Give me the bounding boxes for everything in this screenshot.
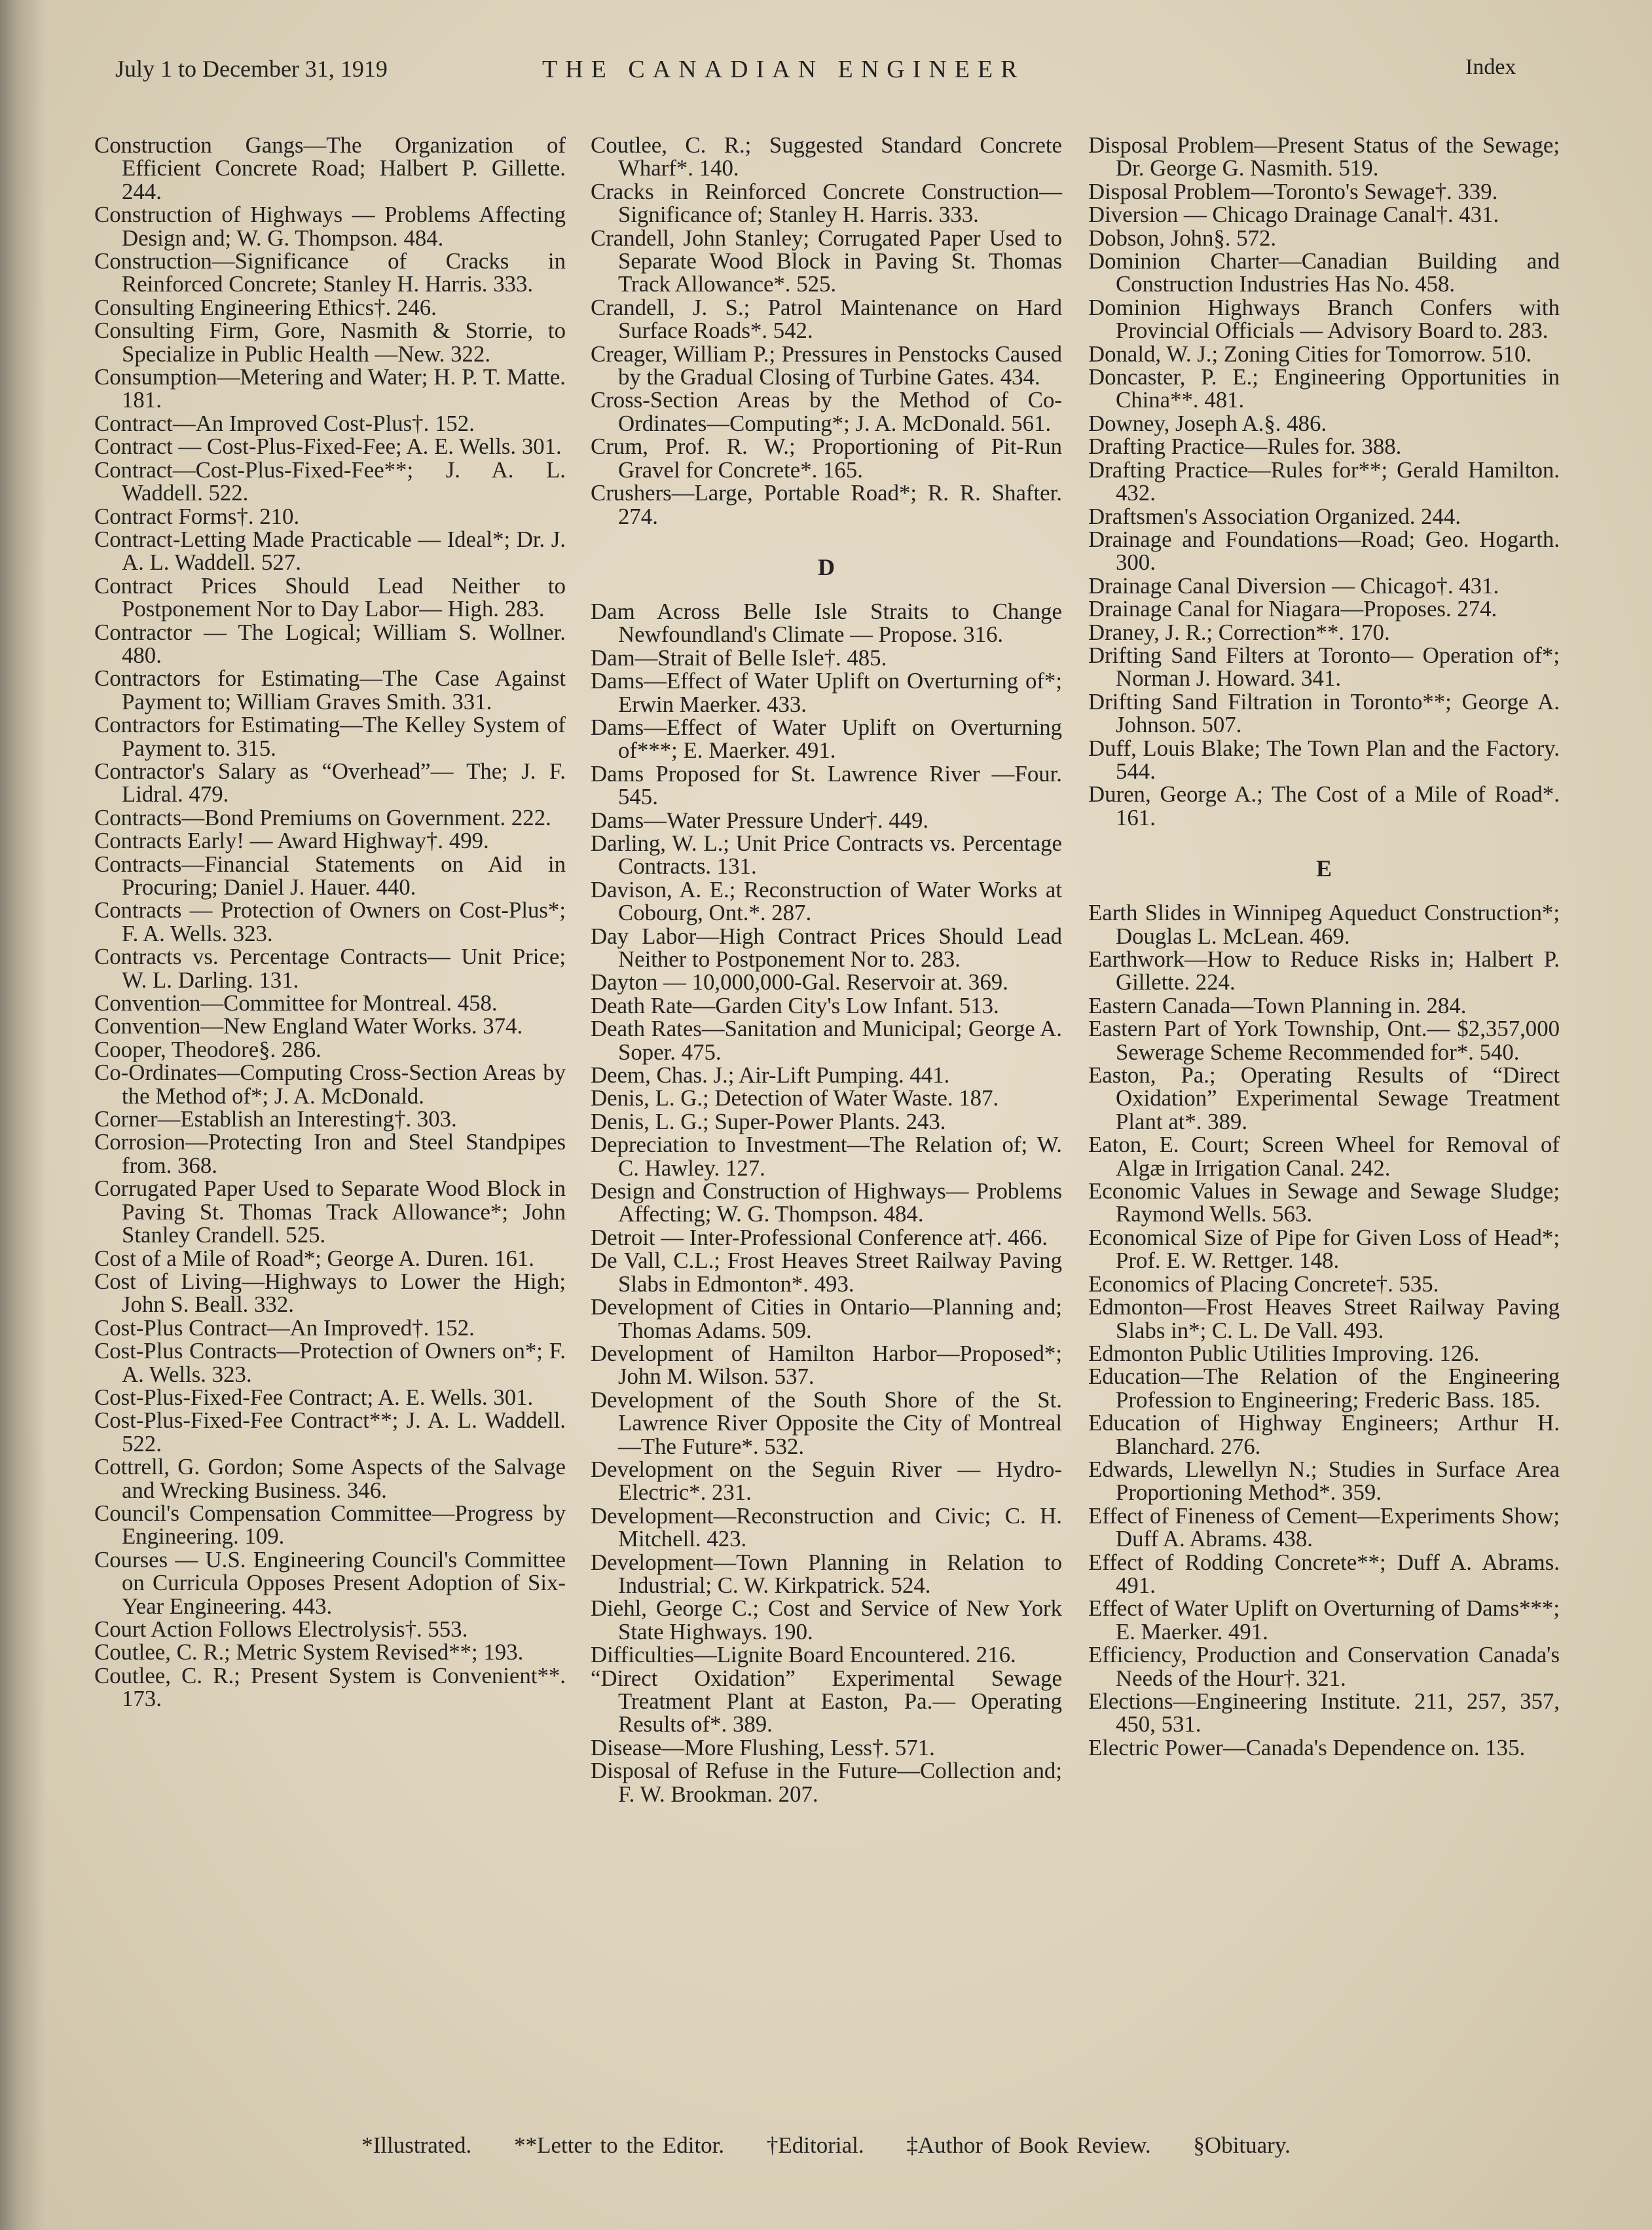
index-entry: Dams—Effect of Water Uplift on Overturning of*; Erwin Maerker. 433.: [591, 668, 1062, 717]
binding-gutter: [0, 0, 46, 2230]
index-entry: Crum, Prof. R. W.; Proportioning of Pit-Run Gravel for Concrete*. 165.: [591, 434, 1062, 483]
index-entry: Corrugated Paper Used to Separate Wood Block in Paving St. Thomas Track Allowance*; John Stanley Crandell. 525.: [94, 1176, 566, 1248]
index-entry: Contracts—Bond Premiums on Government. 222.: [94, 804, 551, 830]
index-entry: Dams—Water Pressure Under†. 449.: [591, 807, 929, 833]
index-entry: Cost of a Mile of Road*; George A. Duren. 161.: [94, 1245, 534, 1271]
index-entry: Darling, W. L.; Unit Price Contracts vs. Percentage Contracts. 131.: [591, 830, 1062, 880]
index-entry: Eastern Canada—Town Planning in. 284.: [1088, 992, 1467, 1018]
journal-title: THE CANADIAN ENGINEER: [542, 56, 1025, 83]
index-entry: Eastern Part of York Township, Ont.— $2,357,000 Sewerage Scheme Recommended for*. 540.: [1088, 1016, 1560, 1065]
index-entry: Coutlee, C. R.; Metric System Revised**; 193.: [94, 1639, 524, 1665]
legend-author: ‡Author of Book Review.: [906, 2132, 1151, 2158]
index-entry: Eaton, E. Court; Screen Wheel for Removal of Algæ in Irrigation Canal. 242.: [1088, 1132, 1560, 1181]
index-entry: Duren, George A.; The Cost of a Mile of Road*. 161.: [1088, 781, 1560, 830]
index-entry: Corner—Establish an Interesting†. 303.: [94, 1106, 457, 1132]
index-entry: Denis, L. G.; Detection of Water Waste. 187.: [591, 1085, 999, 1111]
index-entry: Dam Across Belle Isle Straits to Change Newfoundland's Climate — Propose. 316.: [591, 598, 1062, 648]
section-label: Index: [1465, 55, 1516, 79]
index-entry: Death Rates—Sanitation and Municipal; George A. Soper. 475.: [591, 1016, 1062, 1065]
index-entry: Drainage Canal Diversion — Chicago†. 431.: [1088, 572, 1499, 599]
index-entry: Corrosion—Protecting Iron and Steel Standpipes from. 368.: [94, 1129, 566, 1178]
index-entry: Contract—Cost-Plus-Fixed-Fee**; J. A. L. Waddell. 522.: [94, 456, 566, 506]
index-entry: Detroit — Inter-Professional Conference at†. 466.: [591, 1224, 1048, 1250]
index-entry: Effect of Rodding Concrete**; Duff A. Abrams. 491.: [1088, 1549, 1560, 1598]
index-entry: Dominion Charter—Canadian Building and Construction Industries Has No. 458.: [1088, 248, 1560, 297]
index-entry: De Vall, C.L.; Frost Heaves Street Railway Paving Slabs in Edmonton*. 493.: [591, 1248, 1062, 1297]
index-entry: Contracts—Financial Statements on Aid in Procuring; Daniel J. Hauer. 440.: [94, 851, 566, 900]
legend-illustrated: *Illustrated.: [361, 2132, 472, 2158]
index-entry: Construction Gangs—The Organization of Efficient Concrete Road; Halbert P. Gillette. 244.: [94, 132, 566, 204]
index-entry: Cost-Plus Contract—An Improved†. 152.: [94, 1314, 475, 1341]
index-entry: Contract Prices Should Lead Neither to Postponement Nor to Day Labor— High. 283.: [94, 572, 566, 622]
index-entry: Court Action Follows Electrolysis†. 553.: [94, 1616, 468, 1642]
index-entry: Earth Slides in Winnipeg Aqueduct Construction*; Douglas L. McLean. 469.: [1088, 900, 1560, 949]
index-entry: Disease—More Flushing, Less†. 571.: [591, 1734, 935, 1760]
index-entry: Diversion — Chicago Drainage Canal†. 431.: [1088, 202, 1499, 228]
index-entry: Crandell, J. S.; Patrol Maintenance on Hard Surface Roads*. 542.: [591, 294, 1062, 344]
index-entry: Cooper, Theodore§. 286.: [94, 1036, 321, 1062]
index-entry: Deem, Chas. J.; Air-Lift Pumping. 441.: [591, 1062, 950, 1088]
index-entry: Contract Forms†. 210.: [94, 503, 300, 529]
legend-editorial: †Editorial.: [766, 2132, 864, 2158]
index-entry: Education—The Relation of the Engineering Profession to Engineering; Frederic Bass. 185.: [1088, 1364, 1560, 1413]
index-entry: Cost-Plus-Fixed-Fee Contract; A. E. Wells. 301.: [94, 1384, 534, 1410]
index-entry: Dams Proposed for St. Lawrence River —Four. 545.: [591, 760, 1062, 810]
index-entry: Drainage and Foundations—Road; Geo. Hogarth. 300.: [1088, 526, 1560, 576]
index-entry: Development—Reconstruction and Civic; C. H. Mitchell. 423.: [591, 1502, 1062, 1552]
index-entry: Crandell, John Stanley; Corrugated Paper Used to Separate Wood Block in Paving St. Thomas Track Allowance*. 525.: [591, 225, 1062, 297]
index-entry: Economical Size of Pipe for Given Loss of Head*; Prof. E. W. Rettger. 148.: [1088, 1224, 1560, 1274]
index-entry: Cost-Plus-Fixed-Fee Contract**; J. A. L. Waddell. 522.: [94, 1407, 566, 1457]
index-entry: Coutlee, C. R.; Suggested Standard Concrete Wharf*. 140.: [591, 132, 1062, 181]
index-entry: Development of Hamilton Harbor—Proposed*; John M. Wilson. 537.: [591, 1340, 1062, 1390]
index-entry: Effect of Water Uplift on Overturning of Dams***; E. Maerker. 491.: [1088, 1595, 1560, 1645]
index-entry: Construction—Significance of Cracks in Reinforced Concrete; Stanley H. Harris. 333.: [94, 248, 566, 297]
index-entry: Dominion Highways Branch Confers with Provincial Officials — Advisory Board to. 283.: [1088, 294, 1560, 344]
index-entry: Draney, J. R.; Correction**. 170.: [1088, 619, 1390, 645]
index-entry: Convention—New England Water Works. 374.: [94, 1013, 523, 1039]
index-entry: Cost-Plus Contracts—Protection of Owners on*; F. A. Wells. 323.: [94, 1338, 566, 1387]
index-entry: Crushers—Large, Portable Road*; R. R. Shafter. 274.: [591, 480, 1062, 529]
index-entry: Consulting Engineering Ethics†. 246.: [94, 294, 437, 320]
index-entry: Edmonton Public Utilities Improving. 126.: [1088, 1340, 1480, 1366]
index-entry: Contractor's Salary as “Overhead”— The; J. F. Lidral. 479.: [94, 758, 566, 808]
index-entry: Contracts — Protection of Owners on Cost-Plus*; F. A. Wells. 323.: [94, 897, 566, 946]
legend-obituary: §Obituary.: [1193, 2132, 1291, 2158]
index-entry: Davison, A. E.; Reconstruction of Water Works at Cobourg, Ont.*. 287.: [591, 876, 1062, 926]
index-entry: Development of the South Shore of the St. Lawrence River Opposite the City of Montreal—The Future*. 532.: [591, 1386, 1062, 1459]
index-entry: Dobson, John§. 572.: [1088, 225, 1277, 251]
index-entry: Death Rate—Garden City's Low Infant. 513.: [591, 992, 999, 1018]
index-column-2: [591, 134, 1062, 1806]
index-entry: Elections—Engineering Institute. 211, 257, 357, 450, 531.: [1088, 1688, 1560, 1738]
index-entry: Drainage Canal for Niagara—Proposes. 274.: [1088, 596, 1497, 622]
index-entry: Dam—Strait of Belle Isle†. 485.: [591, 644, 887, 671]
index-entry: Donald, W. J.; Zoning Cities for Tomorrow. 510.: [1088, 341, 1532, 367]
index-entry: Effect of Fineness of Cement—Experiments Show; Duff A. Abrams. 438.: [1088, 1502, 1560, 1552]
index-entry: Cross-Section Areas by the Method of Co-Ordinates—Computing*; J. A. McDonald. 561.: [591, 387, 1062, 436]
index-entry: Difficulties—Lignite Board Encountered. 216.: [591, 1642, 1016, 1668]
index-entry: Denis, L. G.; Super-Power Plants. 243.: [591, 1108, 946, 1134]
index-entry: Contracts vs. Percentage Contracts— Unit Price; W. L. Darling. 131.: [94, 944, 566, 993]
index-entry: Downey, Joseph A.§. 486.: [1088, 410, 1327, 436]
index-entry: Depreciation to Investment—The Relation of; W. C. Hawley. 127.: [591, 1132, 1062, 1181]
index-entry: Contractors for Estimating—The Kelley System of Payment to. 315.: [94, 712, 566, 761]
index-entry: Edwards, Llewellyn N.; Studies in Surface Area Proportioning Method*. 359.: [1088, 1456, 1560, 1506]
index-entry: Consumption—Metering and Water; H. P. T. Matte. 181.: [94, 364, 566, 413]
index-entry: Creager, William P.; Pressures in Penstocks Caused by the Gradual Closing of Turbine Gates. 434.: [591, 341, 1062, 390]
index-entry: Contractors for Estimating—The Case Against Payment to; William Graves Smith. 331.: [94, 665, 566, 715]
index-entry: Construction of Highways — Problems Affecting Design and; W. G. Thompson. 484.: [94, 202, 566, 251]
index-entry: Development—Town Planning in Relation to Industrial; C. W. Kirkpatrick. 524.: [591, 1549, 1062, 1598]
index-entry: Drifting Sand Filtration in Toronto**; George A. Johnson. 507.: [1088, 688, 1560, 738]
index-column-1: [94, 134, 566, 1711]
index-entry: Contracts Early! — Award Highway†. 499.: [94, 828, 489, 854]
index-entry: Doncaster, P. E.; Engineering Opportunities in China**. 481.: [1088, 364, 1560, 413]
index-entry: Electric Power—Canada's Dependence on. 135.: [1088, 1734, 1526, 1760]
index-entry: Dams—Effect of Water Uplift on Overturning of***; E. Maerker. 491.: [591, 714, 1062, 764]
index-entry: Education of Highway Engineers; Arthur H. Blanchard. 276.: [1088, 1410, 1560, 1459]
index-entry: Economic Values in Sewage and Sewage Sludge; Raymond Wells. 563.: [1088, 1178, 1560, 1227]
index-entry: Co-Ordinates—Computing Cross-Section Areas by the Method of*; J. A. McDonald.: [94, 1060, 566, 1109]
index-entry: Council's Compensation Committee—Progress by Engineering. 109.: [94, 1500, 566, 1550]
section-letter: E: [1315, 855, 1332, 882]
index-entry: Contract—An Improved Cost-Plus†. 152.: [94, 410, 475, 436]
index-entry: Earthwork—How to Reduce Risks in; Halbert P. Gillette. 224.: [1088, 946, 1560, 995]
index-entry: Courses — U.S. Engineering Council's Committee on Curricula Opposes Present Adoption of Six-Year Engineering. 443.: [94, 1546, 566, 1619]
index-entry: Edmonton—Frost Heaves Street Railway Paving Slabs in*; C. L. De Vall. 493.: [1088, 1294, 1560, 1343]
index-entry: “Direct Oxidation” Experimental Sewage Treatment Plant at Easton, Pa.— Operating Results of*. 389.: [591, 1665, 1062, 1738]
index-entry: Contractor — The Logical; William S. Wollner. 480.: [94, 619, 566, 668]
index-entry: Disposal Problem—Present Status of the Sewage; Dr. George G. Nasmith. 519.: [1088, 132, 1560, 181]
index-column-3: [1088, 134, 1560, 1759]
index-entry: Cost of Living—Highways to Lower the High; John S. Beall. 332.: [94, 1268, 566, 1318]
legend-footer: [0, 2132, 1652, 2159]
index-entry: Disposal Problem—Toronto's Sewage†. 339.: [1088, 178, 1498, 204]
index-entry: Economics of Placing Concrete†. 535.: [1088, 1271, 1439, 1297]
index-entry: Design and Construction of Highways— Problems Affecting; W. G. Thompson. 484.: [591, 1178, 1062, 1227]
index-entry: Drafting Practice—Rules for. 388.: [1088, 434, 1402, 460]
index-entry: Dayton — 10,000,000-Gal. Reservoir at. 369.: [591, 969, 1008, 995]
index-entry: Day Labor—High Contract Prices Should Lead Neither to Postponement Nor to. 283.: [591, 923, 1062, 972]
index-entry: Coutlee, C. R.; Present System is Convenient**. 173.: [94, 1662, 566, 1712]
index-entry: Development on the Seguin River — Hydro-Electric*. 231.: [591, 1456, 1062, 1506]
running-header: [0, 55, 1652, 94]
index-entry: Disposal of Refuse in the Future—Collection and; F. W. Brookman. 207.: [591, 1758, 1062, 1807]
index-entry: Convention—Committee for Montreal. 458.: [94, 990, 498, 1016]
index-entry: Cottrell, G. Gordon; Some Aspects of the Salvage and Wrecking Business. 346.: [94, 1454, 566, 1503]
index-entry: Contract — Cost-Plus-Fixed-Fee; A. E. Wells. 301.: [94, 434, 562, 460]
index-entry: Development of Cities in Ontario—Planning and; Thomas Adams. 509.: [591, 1294, 1062, 1343]
index-entry: Contract-Letting Made Practicable — Ideal*; Dr. J. A. L. Waddell. 527.: [94, 526, 566, 576]
index-entry: Draftsmen's Association Organized. 244.: [1088, 503, 1461, 529]
index-entry: Cracks in Reinforced Concrete Construction—Significance of; Stanley H. Harris. 333.: [591, 178, 1062, 228]
legend-letter: **Letter to the Editor.: [514, 2132, 725, 2158]
index-entry: Drifting Sand Filters at Toronto— Operation of*; Norman J. Howard. 341.: [1088, 642, 1560, 692]
date-range: July 1 to December 31, 1919: [115, 56, 388, 82]
index-entry: Drafting Practice—Rules for**; Gerald Hamilton. 432.: [1088, 456, 1560, 506]
index-entry: Efficiency, Production and Conservation Canada's Needs of the Hour†. 321.: [1088, 1642, 1560, 1691]
section-letter: D: [818, 553, 835, 580]
index-entry: Easton, Pa.; Operating Results of “Direct Oxidation” Experimental Sewage Treatment Plant at*. 389.: [1088, 1062, 1560, 1134]
index-entry: Duff, Louis Blake; The Town Plan and the Factory. 544.: [1088, 735, 1560, 784]
index-entry: Diehl, George C.; Cost and Service of New York State Highways. 190.: [591, 1595, 1062, 1645]
index-entry: Consulting Firm, Gore, Nasmith & Storrie, to Specialize in Public Health —New. 322.: [94, 318, 566, 367]
